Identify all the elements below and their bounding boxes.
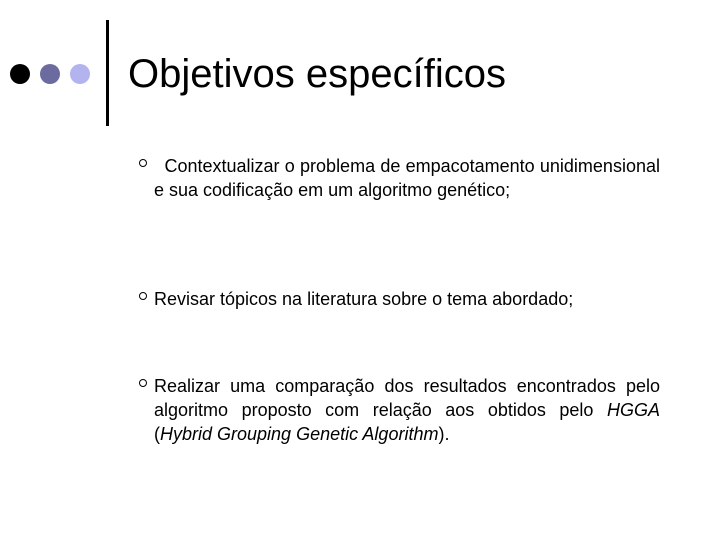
acronym-expansion: Hybrid Grouping Genetic Algorithm: [160, 424, 439, 444]
dot-light-icon: [70, 64, 90, 84]
dot-dark-icon: [10, 64, 30, 84]
bullet-text: [154, 374, 660, 446]
bullet-text: Revisar tópicos na literatura sobre o tema abordado;: [154, 289, 574, 309]
dot-medium-icon: [40, 64, 60, 84]
title-divider: [106, 20, 109, 126]
bullet-marker-icon: [139, 379, 147, 387]
bullet-marker-icon: [139, 159, 147, 167]
bullet-text: Contextualizar o problema de empacotamento unidimensional e sua codificação em um algoritmo genético;: [154, 156, 665, 200]
acronym-hgga: HGGA: [606, 400, 660, 420]
slide-title: Objetivos específicos: [128, 52, 506, 96]
bullet-text-part: ).: [438, 424, 450, 444]
bullet-text-part: (: [154, 424, 160, 444]
bullet-marker-icon: [139, 292, 147, 300]
bullet-text-part: Realizar uma comparação dos resultados encontrados pelo algoritmo proposto com relação aos obtidos pelo: [154, 376, 660, 420]
